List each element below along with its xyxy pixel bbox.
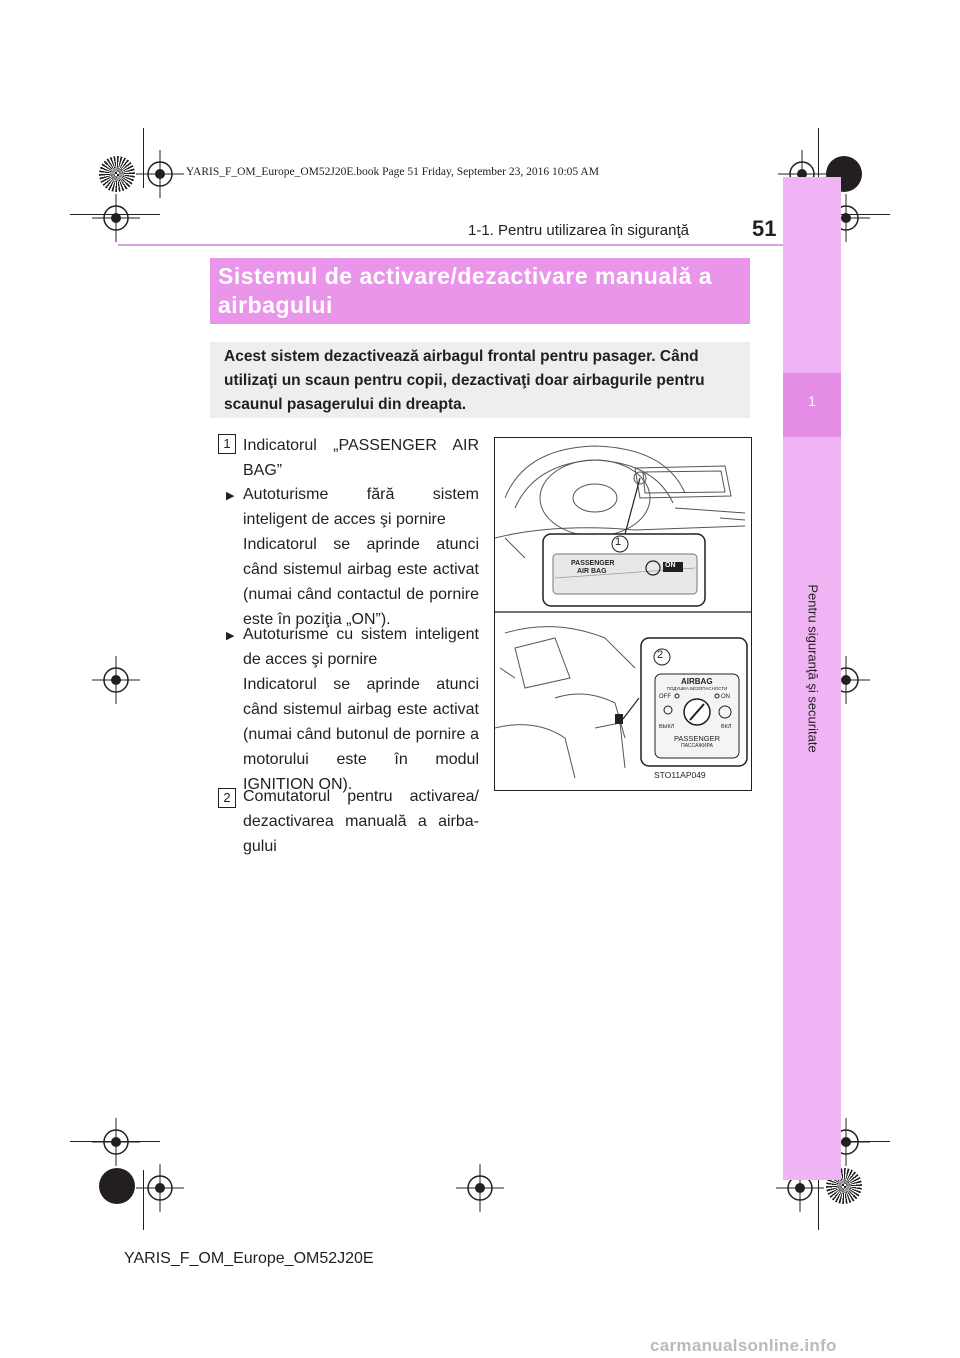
registration-mark-icon — [456, 1164, 504, 1212]
item-1-text: Indicatorul „PASSENGER AIR BAG” — [243, 437, 479, 479]
indicator-label-1: PASSENGER — [571, 560, 615, 567]
callout-2: 2 — [657, 649, 664, 661]
color-target-icon — [99, 1168, 135, 1204]
bullet-1-text: Indicatorul se aprinde atunci când sistemul airbag este activat (numai când contactul de pornire este în poziţia „ON”). — [243, 536, 479, 628]
bullet-2-title: Autoturisme cu sistem inteligent de acces şi pornire — [243, 626, 479, 668]
footer-document-id: YARIS_F_OM_Europe_OM52J20E — [124, 1250, 374, 1267]
indicator-label-2: AIR BAG — [577, 568, 607, 575]
switch-off-ru: ВЫКЛ — [659, 724, 675, 730]
switch-title: AIRBAG — [681, 677, 713, 686]
watermark: carmanualsonline.info — [650, 1336, 837, 1355]
switch-on: ON — [721, 694, 730, 700]
callout-1: 1 — [615, 536, 622, 548]
chapter-title: Pentru siguranţă şi securitate — [805, 584, 821, 753]
figure-code: STO11AP049 — [654, 770, 706, 780]
registration-mark-icon — [136, 1164, 184, 1212]
header-rule — [118, 244, 788, 246]
intro-text: Acest sistem dezactivează airbagul frontal pentru pasager. Când utilizaţi un scaun pentru copii, dezactivaţi doar airbagurile pentru scaunul pasagerului din dreapta. — [224, 348, 705, 413]
registration-mark-icon — [92, 656, 140, 704]
section-title: Sistemul de activare/dezactivare manuală a airbagului — [218, 263, 713, 318]
section-path: 1-1. Pentru utilizarea în siguranţă — [468, 222, 689, 239]
chapter-tab[interactable] — [783, 373, 841, 437]
chapter-sidebar — [783, 177, 841, 1180]
indicator-on: ON — [665, 562, 676, 569]
chapter-number: 1 — [808, 393, 816, 409]
switch-off: OFF — [659, 694, 671, 700]
item-number-badge: 1 — [218, 434, 236, 454]
bullet-arrow-icon: ▶ — [226, 490, 235, 502]
airbag-figure — [494, 437, 752, 791]
registration-mark-icon — [136, 150, 184, 198]
switch-bottom: PASSENGER — [673, 734, 721, 743]
file-stamp: YARIS_F_OM_Europe_OM52J20E.book Page 51 Friday, September 23, 2016 10:05 AM — [186, 166, 599, 178]
registration-mark-icon — [92, 1118, 140, 1166]
page-number: 51 — [752, 216, 777, 241]
section-title-box — [210, 258, 750, 324]
switch-on-ru: ВКЛ — [721, 724, 732, 730]
switch-bottom-ru: ПАССАЖИРА — [681, 743, 713, 749]
color-target-icon — [99, 156, 135, 192]
item-2-text: Comutatorul pentru activarea/ dezactivarea manuală a airba- gului — [243, 788, 479, 855]
bullet-1-title: Autoturisme fără sistem inteligent de acces şi pornire — [243, 486, 479, 528]
bullet-2-text: Indicatorul se aprinde atunci când sistemul airbag este activat (numai când butonul de pornire a motorului este în modul IGNITION ON). — [243, 676, 479, 793]
switch-title-ru: ПОДУШКА БЕЗОПАСНОСТИ — [666, 686, 728, 691]
item-number-badge: 2 — [218, 788, 236, 808]
intro-box — [210, 342, 750, 418]
registration-mark-icon — [92, 194, 140, 242]
bullet-arrow-icon: ▶ — [226, 630, 235, 642]
